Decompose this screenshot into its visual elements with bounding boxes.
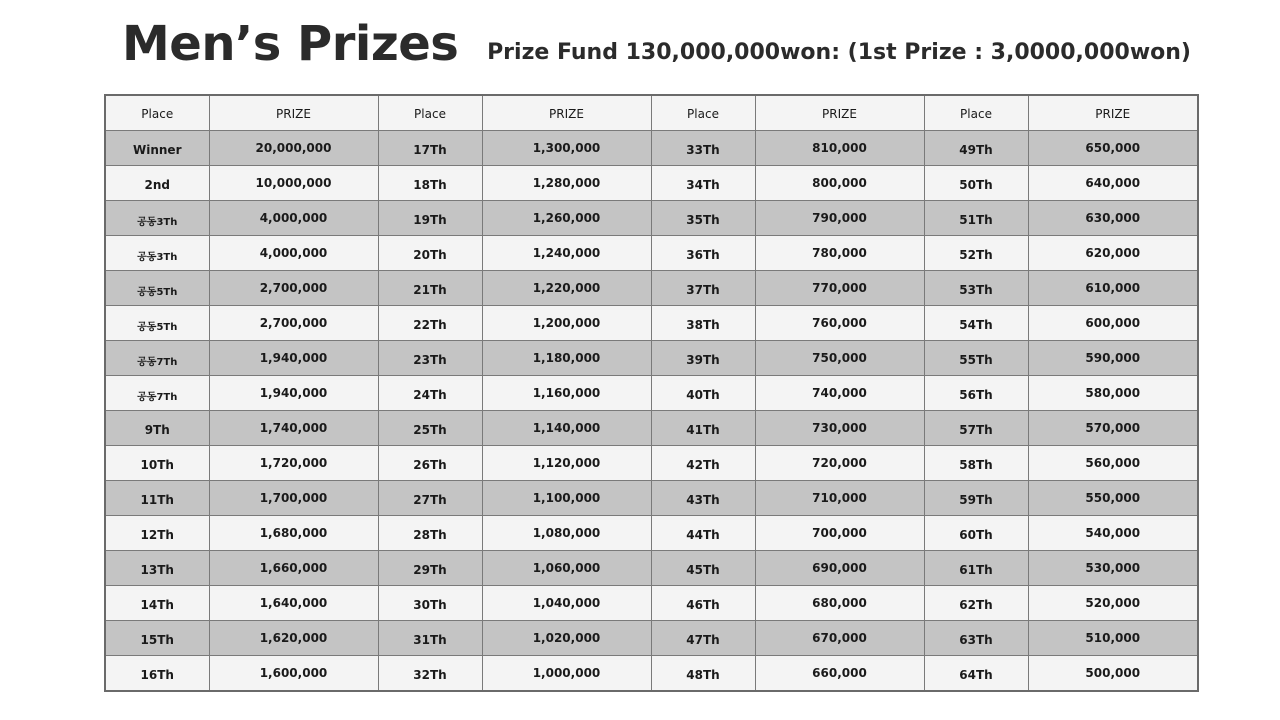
column-header-prize: PRIZE: [209, 95, 378, 131]
prize-cell: 1,180,000: [482, 341, 651, 376]
prize-cell: 570,000: [1028, 411, 1198, 446]
prize-cell: 720,000: [755, 446, 924, 481]
place-cell: 2nd: [105, 166, 209, 201]
prize-cell: 690,000: [755, 551, 924, 586]
place-cell: 25Th: [378, 411, 482, 446]
page-title: Men’s Prizes: [122, 16, 459, 72]
place-cell: 46Th: [651, 586, 755, 621]
place-cell: 12Th: [105, 516, 209, 551]
place-cell: 29Th: [378, 551, 482, 586]
column-header-prize: PRIZE: [755, 95, 924, 131]
place-cell: 47Th: [651, 621, 755, 656]
table-row: [105, 236, 1198, 271]
place-cell: 27Th: [378, 481, 482, 516]
place-cell: 48Th: [651, 656, 755, 692]
place-cell: 19Th: [378, 201, 482, 236]
prize-cell: 4,000,000: [209, 201, 378, 236]
place-cell: 49Th: [924, 131, 1028, 166]
place-cell: 45Th: [651, 551, 755, 586]
prize-cell: 1,640,000: [209, 586, 378, 621]
table-row: [105, 656, 1198, 692]
place-cell: Winner: [105, 131, 209, 166]
place-cell: 36Th: [651, 236, 755, 271]
prize-cell: 680,000: [755, 586, 924, 621]
prize-cell: 1,240,000: [482, 236, 651, 271]
prize-cell: 530,000: [1028, 551, 1198, 586]
table-row: [105, 376, 1198, 411]
table-row: [105, 621, 1198, 656]
prize-cell: 1,680,000: [209, 516, 378, 551]
prize-cell: 1,100,000: [482, 481, 651, 516]
prize-cell: 1,140,000: [482, 411, 651, 446]
place-cell: 50Th: [924, 166, 1028, 201]
column-header-place: Place: [924, 95, 1028, 131]
prize-cell: 1,040,000: [482, 586, 651, 621]
prize-cell: 590,000: [1028, 341, 1198, 376]
prize-cell: 520,000: [1028, 586, 1198, 621]
place-cell: 52Th: [924, 236, 1028, 271]
prize-fund-subtitle: Prize Fund 130,000,000won: (1st Prize : 3,0000,000won): [487, 40, 1191, 65]
place-cell: 18Th: [378, 166, 482, 201]
prize-cell: 800,000: [755, 166, 924, 201]
place-cell: 63Th: [924, 621, 1028, 656]
prize-cell: 730,000: [755, 411, 924, 446]
prize-cell: 1,720,000: [209, 446, 378, 481]
table-row: [105, 516, 1198, 551]
prize-cell: 500,000: [1028, 656, 1198, 692]
place-cell: 60Th: [924, 516, 1028, 551]
place-cell: 38Th: [651, 306, 755, 341]
place-cell: 15Th: [105, 621, 209, 656]
table-row: [105, 271, 1198, 306]
place-cell: 22Th: [378, 306, 482, 341]
prize-cell: 640,000: [1028, 166, 1198, 201]
place-cell: 59Th: [924, 481, 1028, 516]
place-cell: 11Th: [105, 481, 209, 516]
prize-cell: 1,660,000: [209, 551, 378, 586]
place-cell: 53Th: [924, 271, 1028, 306]
prize-cell: 1,220,000: [482, 271, 651, 306]
place-cell: 39Th: [651, 341, 755, 376]
table-row: [105, 341, 1198, 376]
prize-cell: 1,000,000: [482, 656, 651, 692]
prize-table-body: [105, 131, 1198, 692]
place-cell: 34Th: [651, 166, 755, 201]
place-cell: 58Th: [924, 446, 1028, 481]
prize-cell: 610,000: [1028, 271, 1198, 306]
place-cell: 공동3Th: [105, 201, 209, 236]
place-cell: 16Th: [105, 656, 209, 692]
prize-cell: 660,000: [755, 656, 924, 692]
table-row: [105, 586, 1198, 621]
prize-cell: 810,000: [755, 131, 924, 166]
place-cell: 23Th: [378, 341, 482, 376]
prize-cell: 710,000: [755, 481, 924, 516]
place-cell: 33Th: [651, 131, 755, 166]
table-row: [105, 306, 1198, 341]
table-row: [105, 166, 1198, 201]
place-cell: 14Th: [105, 586, 209, 621]
place-cell: 공동5Th: [105, 306, 209, 341]
place-cell: 24Th: [378, 376, 482, 411]
prize-cell: 1,940,000: [209, 341, 378, 376]
prize-cell: 2,700,000: [209, 306, 378, 341]
place-cell: 9Th: [105, 411, 209, 446]
prize-cell: 1,260,000: [482, 201, 651, 236]
place-cell: 공동7Th: [105, 376, 209, 411]
prize-cell: 510,000: [1028, 621, 1198, 656]
table-header-row: [105, 95, 1198, 131]
place-cell: 56Th: [924, 376, 1028, 411]
prize-cell: 650,000: [1028, 131, 1198, 166]
place-cell: 57Th: [924, 411, 1028, 446]
prize-cell: 780,000: [755, 236, 924, 271]
prize-cell: 600,000: [1028, 306, 1198, 341]
place-cell: 62Th: [924, 586, 1028, 621]
place-cell: 37Th: [651, 271, 755, 306]
place-cell: 17Th: [378, 131, 482, 166]
prize-cell: 1,120,000: [482, 446, 651, 481]
place-cell: 20Th: [378, 236, 482, 271]
place-cell: 42Th: [651, 446, 755, 481]
place-cell: 44Th: [651, 516, 755, 551]
place-cell: 64Th: [924, 656, 1028, 692]
column-header-prize: PRIZE: [1028, 95, 1198, 131]
place-cell: 26Th: [378, 446, 482, 481]
place-cell: 51Th: [924, 201, 1028, 236]
place-cell: 공동7Th: [105, 341, 209, 376]
place-cell: 21Th: [378, 271, 482, 306]
prize-cell: 1,700,000: [209, 481, 378, 516]
place-cell: 40Th: [651, 376, 755, 411]
prize-cell: 740,000: [755, 376, 924, 411]
prize-cell: 1,080,000: [482, 516, 651, 551]
column-header-place: Place: [378, 95, 482, 131]
table-row: [105, 446, 1198, 481]
prize-cell: 1,060,000: [482, 551, 651, 586]
prize-cell: 1,280,000: [482, 166, 651, 201]
table-row: [105, 201, 1198, 236]
prize-cell: 1,740,000: [209, 411, 378, 446]
prize-cell: 4,000,000: [209, 236, 378, 271]
column-header-place: Place: [651, 95, 755, 131]
prize-cell: 620,000: [1028, 236, 1198, 271]
prize-cell: 550,000: [1028, 481, 1198, 516]
place-cell: 61Th: [924, 551, 1028, 586]
place-cell: 35Th: [651, 201, 755, 236]
prize-cell: 2,700,000: [209, 271, 378, 306]
place-cell: 13Th: [105, 551, 209, 586]
prize-cell: 1,020,000: [482, 621, 651, 656]
prize-cell: 670,000: [755, 621, 924, 656]
column-header-place: Place: [105, 95, 209, 131]
table-row: [105, 481, 1198, 516]
place-cell: 32Th: [378, 656, 482, 692]
place-cell: 28Th: [378, 516, 482, 551]
prize-cell: 770,000: [755, 271, 924, 306]
place-cell: 공동5Th: [105, 271, 209, 306]
column-header-prize: PRIZE: [482, 95, 651, 131]
prize-cell: 790,000: [755, 201, 924, 236]
prize-cell: 1,940,000: [209, 376, 378, 411]
prize-cell: 10,000,000: [209, 166, 378, 201]
table-row: [105, 551, 1198, 586]
prize-cell: 1,160,000: [482, 376, 651, 411]
prize-cell: 1,600,000: [209, 656, 378, 692]
table-row: [105, 131, 1198, 166]
prize-table: [104, 94, 1199, 692]
place-cell: 공동3Th: [105, 236, 209, 271]
prize-cell: 560,000: [1028, 446, 1198, 481]
prize-cell: 580,000: [1028, 376, 1198, 411]
prize-cell: 700,000: [755, 516, 924, 551]
table-row: [105, 411, 1198, 446]
place-cell: 43Th: [651, 481, 755, 516]
place-cell: 41Th: [651, 411, 755, 446]
prize-cell: 630,000: [1028, 201, 1198, 236]
prize-cell: 1,620,000: [209, 621, 378, 656]
place-cell: 10Th: [105, 446, 209, 481]
place-cell: 30Th: [378, 586, 482, 621]
prize-cell: 20,000,000: [209, 131, 378, 166]
place-cell: 31Th: [378, 621, 482, 656]
prize-cell: 750,000: [755, 341, 924, 376]
place-cell: 54Th: [924, 306, 1028, 341]
prize-cell: 1,300,000: [482, 131, 651, 166]
prize-cell: 540,000: [1028, 516, 1198, 551]
prize-cell: 1,200,000: [482, 306, 651, 341]
prize-cell: 760,000: [755, 306, 924, 341]
place-cell: 55Th: [924, 341, 1028, 376]
